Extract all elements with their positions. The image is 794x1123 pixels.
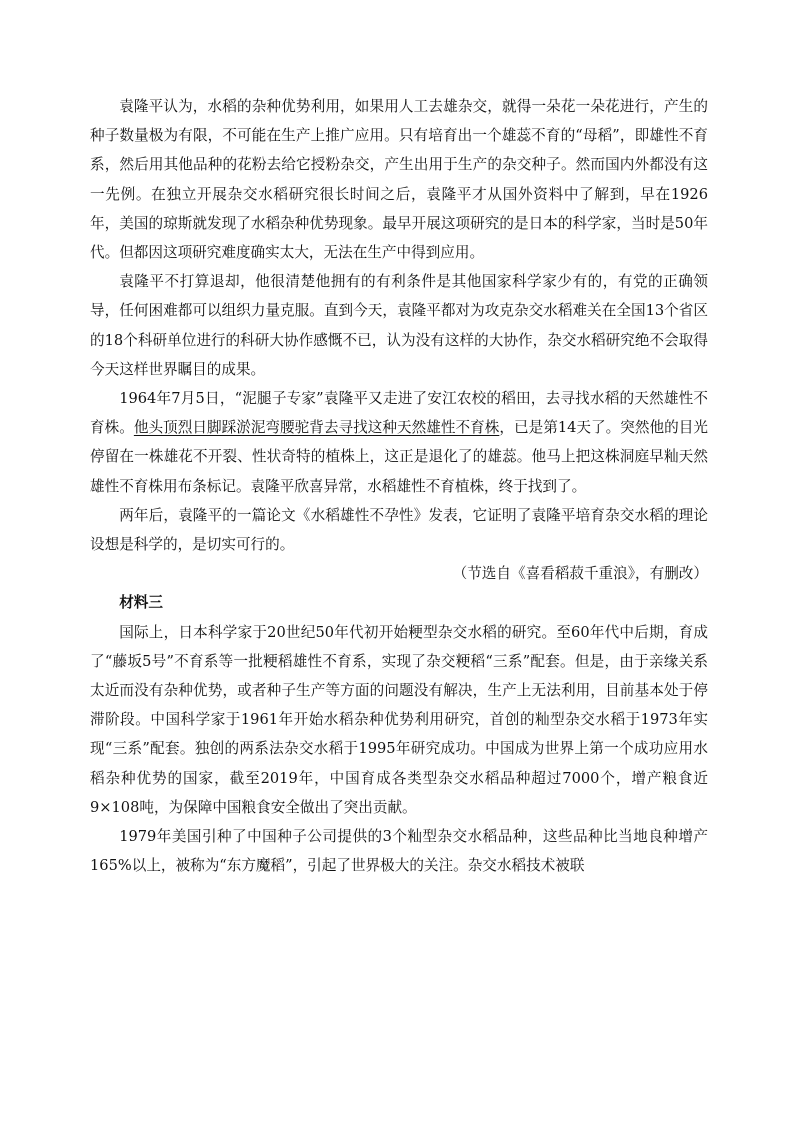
paragraph-3-intro: 1964年7月5日，“泥腿子专家”袁隆平又走进了安江农校的稻田，去寻找水稻的天然雄性不育株。: [90, 390, 708, 437]
paragraph-5: 国际上，日本科学家于20世纪50年代初开始粳型杂交水稻的研究。至60年代中后期，育成了“藤坂5号”不育系等一批粳稻雄性不育系，实现了杂交粳稻“三系”配套。但是，由于亲缘关系太近而没有杂种优势，或者种子生产等方面的问题没有解决，生产上无法利用，目前基本处于停滞阶段。中国科学家于1961年开始水稻杂种优势利用研究，首创的籼型杂交水稻于1973年实现“三系”配套。独创的两系法杂交水稻于1995年研究成功。中国成为世界上第一个成功应用水稻杂种优势的国家，截至2019年，中国育成各类型杂交水稻品种超过7000个，增产粮食近9×108吨，为保障中国粮食安全做出了突出贡献。: [90, 623, 708, 816]
paragraph-6: 1979年美国引种了中国种子公司提供的3个籼型杂交水稻品种，这些品种比当地良种增产165%以上，被称为“东方魔稻”，引起了世界极大的关注。杂交水稻技术被联: [90, 828, 708, 875]
underlined-sentence: 他头顶烈日脚踩淤泥弯腰驼背去寻找这种天然雄性不育株: [133, 419, 500, 437]
paragraph-3-rest: ，已是第14天了。突然他的目光停留在一株雄花不开裂、性状奇特的植株上，这正是退化了的雄蕊。他马上把这株洞庭早籼天然雄性不育株用布条标记。袁隆平欣喜异常，水稻雄性不育植株，终于找到了。: [90, 419, 708, 495]
paragraph-1: 袁隆平认为，水稻的杂种优势利用，如果用人工去雄杂交，就得一朵花一朵花进行，产生的种子数量极为有限，不可能在生产上推广应用。只有培育出一个雄蕊不育的“母稻”，即雄性不育系，然后用其他品种的花粉去给它授粉杂交，产生出用于生产的杂交种子。然而国内外都没有这一先例。在独立开展杂交水稻研究很长时间之后，袁隆平才从国外资料中了解到，早在1926年，美国的琼斯就发现了水稻杂种优势现象。最早开展这项研究的是日本的科学家，当时是50年代。但都因这项研究难度确实太大，无法在生产中得到应用。: [90, 98, 708, 262]
section-title-material-3: 材料三: [119, 594, 163, 612]
paragraph-2: 袁隆平不打算退却，他很清楚他拥有的有利条件是其他国家科学家少有的，有党的正确领导，任何困难都可以组织力量克服。直到今天，袁隆平都对为攻克杂交水稻难关在全国13个省区的18个科研单位进行的科研大协作感慨不已，认为没有这样的大协作，杂交水稻研究绝不会取得今天这样世界瞩目的成果。: [90, 273, 708, 378]
paragraph-3: [90, 384, 708, 501]
document-body: [90, 92, 708, 880]
source-citation: （节选自《喜看稻菽千重浪》，有删改）: [452, 565, 708, 583]
paragraph-4: 两年后，袁隆平的一篇论文《水稻雄性不孕性》发表，它证明了袁隆平培育杂交水稻的理论设想是科学的，是切实可行的。: [90, 506, 708, 554]
